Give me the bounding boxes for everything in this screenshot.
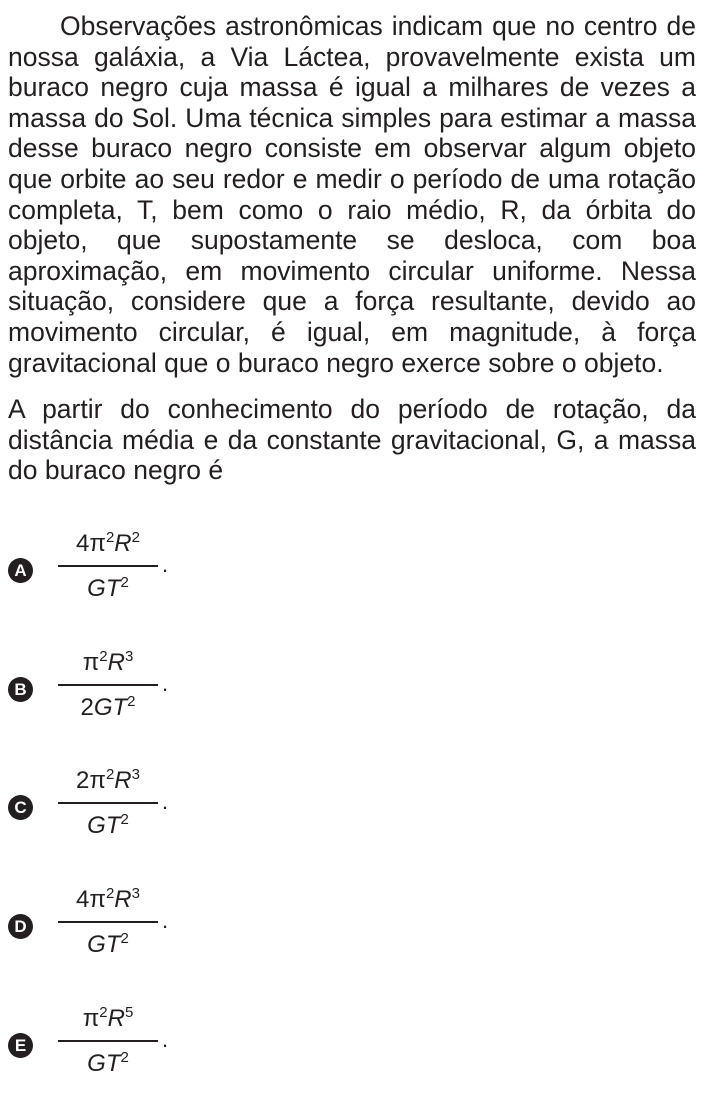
radius-exponent: 3	[131, 766, 140, 783]
option-period: .	[162, 789, 169, 814]
fraction-numerator	[58, 767, 158, 795]
option-fraction	[58, 528, 169, 618]
fraction-numerator	[58, 886, 158, 914]
fraction-denominator	[58, 931, 158, 959]
numerator-coefficient: 4	[76, 886, 90, 913]
pi-exponent: 2	[99, 648, 108, 665]
fraction-denominator	[58, 694, 158, 722]
pi-symbol: π	[82, 649, 100, 676]
numerator-coefficient: 4	[76, 530, 90, 557]
period-exponent: 2	[120, 1049, 129, 1066]
radius-variable: R	[114, 530, 132, 557]
radius-variable: R	[107, 1005, 125, 1032]
answer-option-c[interactable]	[8, 765, 228, 855]
denominator-variables: GT	[87, 931, 121, 958]
period-exponent: 2	[120, 930, 129, 947]
numerator-coefficient: 2	[76, 767, 90, 794]
denominator-variables: GT	[87, 812, 121, 839]
period-exponent: 2	[127, 693, 136, 710]
option-period: .	[162, 1027, 169, 1052]
period-exponent: 2	[120, 574, 129, 591]
radius-variable: R	[114, 767, 132, 794]
fraction-numerator	[58, 530, 158, 558]
period-exponent: 2	[120, 811, 129, 828]
pi-exponent: 2	[105, 766, 115, 783]
radius-exponent: 3	[124, 648, 134, 665]
fraction-bar	[58, 921, 158, 923]
option-fraction	[58, 647, 169, 737]
option-fraction	[58, 884, 169, 974]
option-letter-badge: C	[8, 795, 33, 820]
answer-option-a[interactable]	[8, 528, 228, 618]
fraction-numerator	[58, 1005, 158, 1033]
option-letter-badge: A	[8, 558, 33, 583]
denominator-variables: GT	[87, 1050, 121, 1077]
option-letter-badge: E	[8, 1033, 33, 1058]
option-letter-badge: B	[8, 677, 33, 702]
fraction-bar	[58, 1040, 158, 1042]
pi-symbol: π	[82, 1005, 100, 1032]
pi-symbol: π	[89, 767, 106, 794]
answer-option-d[interactable]	[8, 884, 228, 974]
denominator-variables: GT	[93, 694, 128, 721]
question-paragraph-1: Observações astronômicas indicam que no centro de nossa galáxia, a Via Láctea, provavelmente exista um buraco negro cuja massa é igual a milhares de vezes a massa do Sol. Uma técnica simples para estimar a massa desse buraco negro consiste em observar algum objeto que orbite ao seu redor e medir o período de uma rotação completa, T, bem como o raio médio, R, da órbita do objeto, que supostamente se desloca, com boa aproximação, em movimento circular uniforme. Nessa situação, considere que a força resultante, devido ao movimento circular, é igual, em magnitude, à força gravitacional que o buraco negro exerce sobre o objeto.	[8, 11, 696, 378]
fraction-bar	[58, 684, 158, 686]
fraction-bar	[58, 565, 158, 567]
pi-symbol: π	[89, 530, 106, 557]
denominator-variables: GT	[87, 575, 121, 602]
question-paragraph-2: A partir do conhecimento do período de rotação, da distância média e da constante gravitacional, G, a massa do buraco negro é	[8, 394, 696, 486]
fraction-bar	[58, 802, 158, 804]
option-fraction	[58, 765, 169, 855]
fraction-denominator	[58, 575, 158, 603]
pi-exponent: 2	[105, 529, 115, 546]
radius-variable: R	[114, 886, 132, 913]
pi-exponent: 2	[105, 885, 115, 902]
answer-option-e[interactable]	[8, 1003, 228, 1093]
fraction-denominator	[58, 812, 158, 840]
radius-exponent: 2	[131, 529, 140, 546]
fraction-numerator	[58, 649, 158, 677]
pi-symbol: π	[89, 886, 106, 913]
option-period: .	[162, 671, 169, 696]
pi-exponent: 2	[99, 1004, 108, 1021]
radius-variable: R	[107, 649, 125, 676]
denominator-coefficient: 2	[80, 694, 94, 721]
option-fraction	[58, 1003, 169, 1093]
option-letter-badge: D	[8, 914, 33, 939]
fraction-denominator	[58, 1050, 158, 1078]
radius-exponent: 3	[131, 885, 140, 902]
option-period: .	[162, 552, 169, 577]
radius-exponent: 5	[124, 1004, 134, 1021]
option-period: .	[162, 908, 169, 933]
answer-option-b[interactable]	[8, 647, 228, 737]
